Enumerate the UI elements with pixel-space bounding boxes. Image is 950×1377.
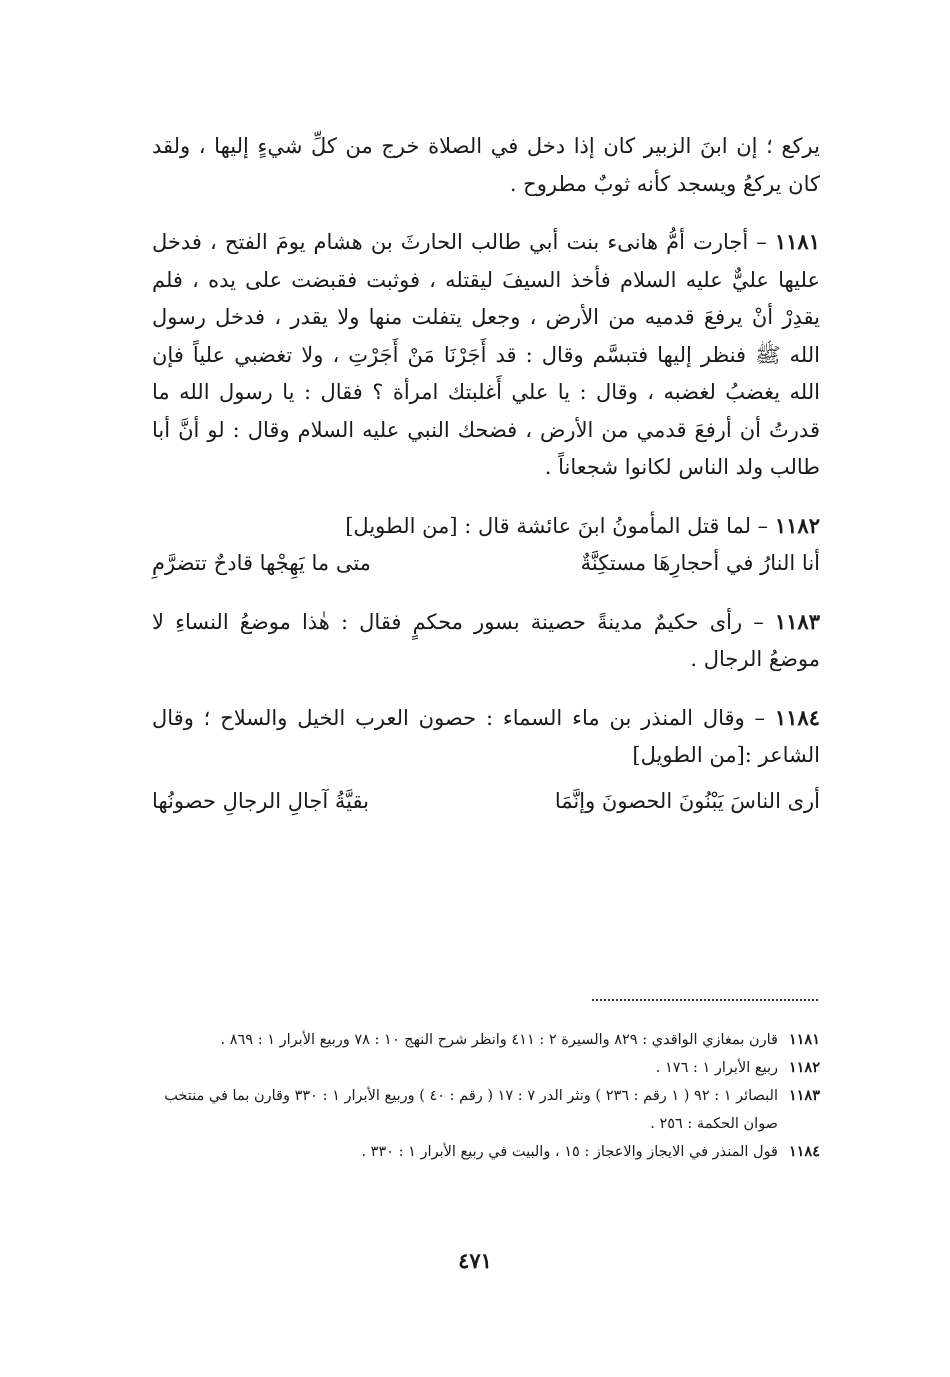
footnote-number: ١١٨١ xyxy=(788,1031,820,1048)
paragraph-1183 xyxy=(152,603,820,679)
verse-first-hemistich: أنا النارُ في أحجارِهَا مستكِنَّةٌ xyxy=(580,551,820,575)
entry-number: ١١٨٣ xyxy=(774,608,820,634)
footnote-number: ١١٨٤ xyxy=(788,1143,820,1160)
footnote-separator xyxy=(592,999,818,1001)
paragraph-1181 xyxy=(152,223,820,487)
paragraph-text: – وقال المنذر بن ماء السماء : حصون العرب الخيل والسلاح ؛ وقال الشاعر :[من الطويل] xyxy=(152,705,820,767)
footnote-text: قارن بمغازي الواقدي : ٨٢٩ والسيرة ٢ : ٤١١ وانظر شرح النهج ١٠ : ٧٨ وربيع الأبرار ١ : ٨٦٩ . xyxy=(220,1032,778,1048)
footnote-text: ربيع الأبرار ١ : ١٧٦ . xyxy=(655,1060,778,1076)
footnote-1181 xyxy=(140,1026,820,1054)
poetry-verse-1 xyxy=(152,545,820,583)
paragraph-text: – أجارت أمُّ هانىء بنت أبي طالب الحارثَ بن هشام يومَ الفتح ، فدخل عليها عليٌّ عليه السلام فأخذ السيفَ ليقتله ، فوثبت فقبضت على يده ، فلم يقدِرْ أنْ يرفعَ قدميه من الأرض ، وجعل يتفلت منها ولا يقدر ، فدخل رسول الله ﷺ فنظر إليها فتبسَّم وقال : قد أَجَرْنَا مَنْ أَجَرْتِ ، ولا تغضبي علياً فإن الله يغضبُ لغضبه ، وقال : يا علي أَغلبتك امرأة ؟ فقال : يا رسول الله ما قدرتُ أن أرفعَ قدمي من الأرض ، فضحك النبي عليه السلام وقال : لو أنَّ أبا طالب ولد الناس لكانوا شجعاناً . xyxy=(152,230,820,479)
entry-number: ١١٨١ xyxy=(774,229,820,254)
verse-second-hemistich: متى ما يَهِجْها قادحٌ تتضرَّمِ xyxy=(152,551,371,575)
paragraph-continuation xyxy=(152,128,820,203)
paragraph-text: – لما قتل المأمونُ ابنَ عائشة قال : [من الطويل] xyxy=(345,513,769,538)
paragraph-text: يركع ؛ إن ابنَ الزبير كان إذا دخل في الصلاة خرج من كلِّ شيءٍ إليها ، ولقد كان يركعُ ويسجد كأنه ثوبٌ مطروح . xyxy=(152,134,820,196)
footnotes xyxy=(140,1026,820,1166)
entry-number: ١١٨٤ xyxy=(774,704,820,730)
verse-first-hemistich: أرى الناسَ يَبْنُونَ الحصونَ وإنَّمَا xyxy=(554,788,820,813)
footnote-number: ١١٨٣ xyxy=(788,1087,820,1104)
verse-second-hemistich: بقيَّةُ آجالِ الرجالِ حصونُها xyxy=(152,788,369,813)
footnote-1182 xyxy=(140,1054,820,1082)
main-text xyxy=(152,128,820,820)
footnote-1183 xyxy=(140,1082,820,1138)
entry-number: ١١٨٢ xyxy=(774,512,820,538)
footnote-number: ١١٨٢ xyxy=(788,1059,820,1076)
paragraph-1184 xyxy=(152,699,820,775)
footnote-1184 xyxy=(140,1138,820,1166)
footnote-text: البصائر ١ : ٩٢ ( ١ رقم : ٢٣٦ ) ونثر الدر ٧ : ١٧ ( رقم : ٤٠ ) وربيع الأبرار ١ : ٣٣٠ وقارن بما في منتخب صوان الحكمة : ٢٥٦ . xyxy=(164,1088,778,1132)
footnote-text: قول المنذر في الايجاز والاعجاز : ١٥ ، والبيت في ربيع الأبرار ١ : ٣٣٠ . xyxy=(361,1144,778,1160)
paragraph-1182 xyxy=(152,507,820,546)
poetry-verse-2 xyxy=(152,783,820,821)
page-number: ٤٧١ xyxy=(458,1248,492,1273)
paragraph-text: – رأى حكيمٌ مدينةً حصينة بسور محكمٍ فقال : هٰذا موضعُ النساءِ لا موضعُ الرجال . xyxy=(152,609,820,671)
